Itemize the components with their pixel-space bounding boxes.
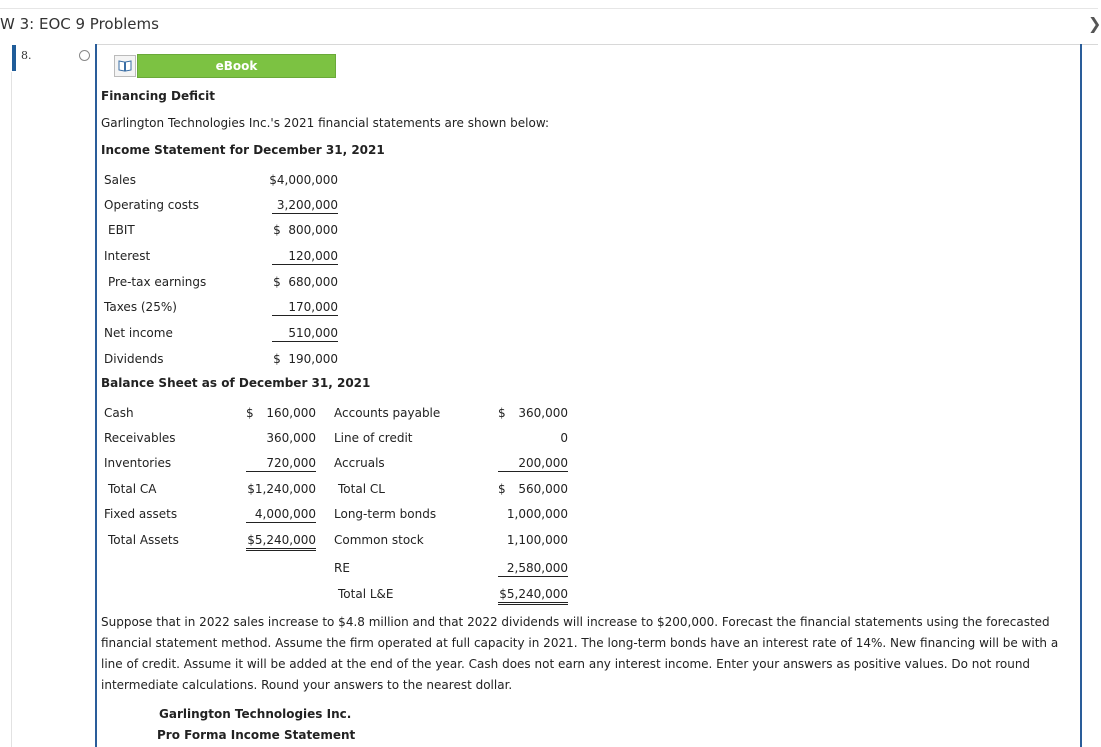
liability-label: RE	[334, 561, 350, 575]
liability-label: Accruals	[334, 456, 385, 470]
income-row-label: Net income	[104, 326, 173, 340]
liability-label: Line of credit	[334, 431, 413, 445]
top-bar	[0, 0, 1101, 45]
asset-value: 4,000,000	[246, 507, 316, 523]
asset-value: 720,000	[246, 456, 316, 472]
income-row-label: EBIT	[108, 223, 135, 237]
ebook-button[interactable]: eBook	[137, 54, 336, 78]
asset-label: Total Assets	[108, 533, 179, 547]
income-row-value: $4,000,000	[269, 173, 338, 187]
question-list	[0, 44, 96, 747]
asset-label: Inventories	[104, 456, 172, 470]
liability-label: Accounts payable	[334, 406, 441, 420]
asset-label: Receivables	[104, 431, 176, 445]
income-row-value: 510,000	[272, 326, 338, 342]
liability-value: 360,000	[518, 406, 568, 420]
asset-label: Total CA	[108, 482, 157, 496]
liability-label: Total CL	[338, 482, 385, 496]
liability-label: Total L&E	[338, 587, 394, 601]
pro-forma-title: Pro Forma Income Statement	[157, 728, 356, 742]
liability-value: 0	[560, 431, 568, 445]
income-row-label: Sales	[104, 173, 136, 187]
income-row-value: $ 680,000	[273, 275, 338, 289]
liability-value: 1,000,000	[506, 507, 568, 521]
income-row-value: 3,200,000	[272, 198, 338, 214]
question-number[interactable]: 8.	[21, 49, 32, 62]
liability-dollar-sign: $	[498, 482, 506, 496]
asset-value: $5,240,000	[246, 533, 316, 551]
asset-value: 360,000	[266, 431, 316, 445]
current-question-indicator	[12, 45, 16, 71]
pro-forma-company: Garlington Technologies Inc.	[159, 707, 352, 721]
page-title: W 3: EOC 9 Problems	[0, 15, 159, 33]
income-row-label: Taxes (25%)	[104, 300, 177, 314]
asset-label: Cash	[104, 406, 134, 420]
asset-label: Fixed assets	[104, 507, 178, 521]
asset-value: $1,240,000	[247, 482, 316, 496]
liability-dollar-sign: $	[498, 406, 506, 420]
liability-value: 560,000	[518, 482, 568, 496]
income-row-label: Interest	[104, 249, 151, 263]
income-row-label: Operating costs	[104, 198, 199, 212]
chevron-right-icon[interactable]: ❯	[1088, 14, 1101, 33]
liability-value: 1,100,000	[506, 533, 568, 547]
asset-value: 160,000	[266, 406, 316, 420]
income-row-label: Dividends	[104, 352, 164, 366]
income-row-value: $ 800,000	[273, 223, 338, 237]
content-border-right	[1080, 44, 1082, 747]
top-divider	[0, 8, 1098, 9]
content-border-left	[95, 44, 97, 747]
book-icon[interactable]	[114, 55, 136, 77]
income-statement-title: Income Statement for December 31, 2021	[101, 143, 385, 157]
liability-value: 200,000	[498, 456, 568, 472]
instructions-text: Suppose that in 2022 sales increase to $4.8 million and that 2022 dividends will increase to $200,000. Forecast the financial statements using the forecasted financial statement method. Assume the firm operated at full capacity in 2021. The long-term bonds have an interest rate of 14%. New financing will be with a line of credit. Assume it will be added at the end of the year. Cash does not earn any interest income. Enter your answers as positive values. Do not round intermediate calculations. Round your answers to the nearest dollar.	[101, 615, 1059, 692]
intro-text: Garlington Technologies Inc.'s 2021 financial statements are shown below:	[101, 116, 550, 130]
circle-icon	[79, 50, 90, 61]
liability-value: 2,580,000	[498, 561, 568, 577]
liability-label: Long-term bonds	[334, 507, 437, 521]
income-row-value: 170,000	[272, 300, 338, 316]
balance-sheet-title: Balance Sheet as of December 31, 2021	[101, 376, 371, 390]
liability-label: Common stock	[334, 533, 424, 547]
income-row-label: Pre-tax earnings	[108, 275, 207, 289]
problem-heading: Financing Deficit	[101, 89, 215, 103]
liability-value: $5,240,000	[498, 587, 568, 605]
income-row-value: 120,000	[272, 249, 338, 265]
asset-dollar-sign: $	[246, 406, 254, 420]
income-row-value: $ 190,000	[273, 352, 338, 366]
column-divider	[11, 72, 12, 747]
